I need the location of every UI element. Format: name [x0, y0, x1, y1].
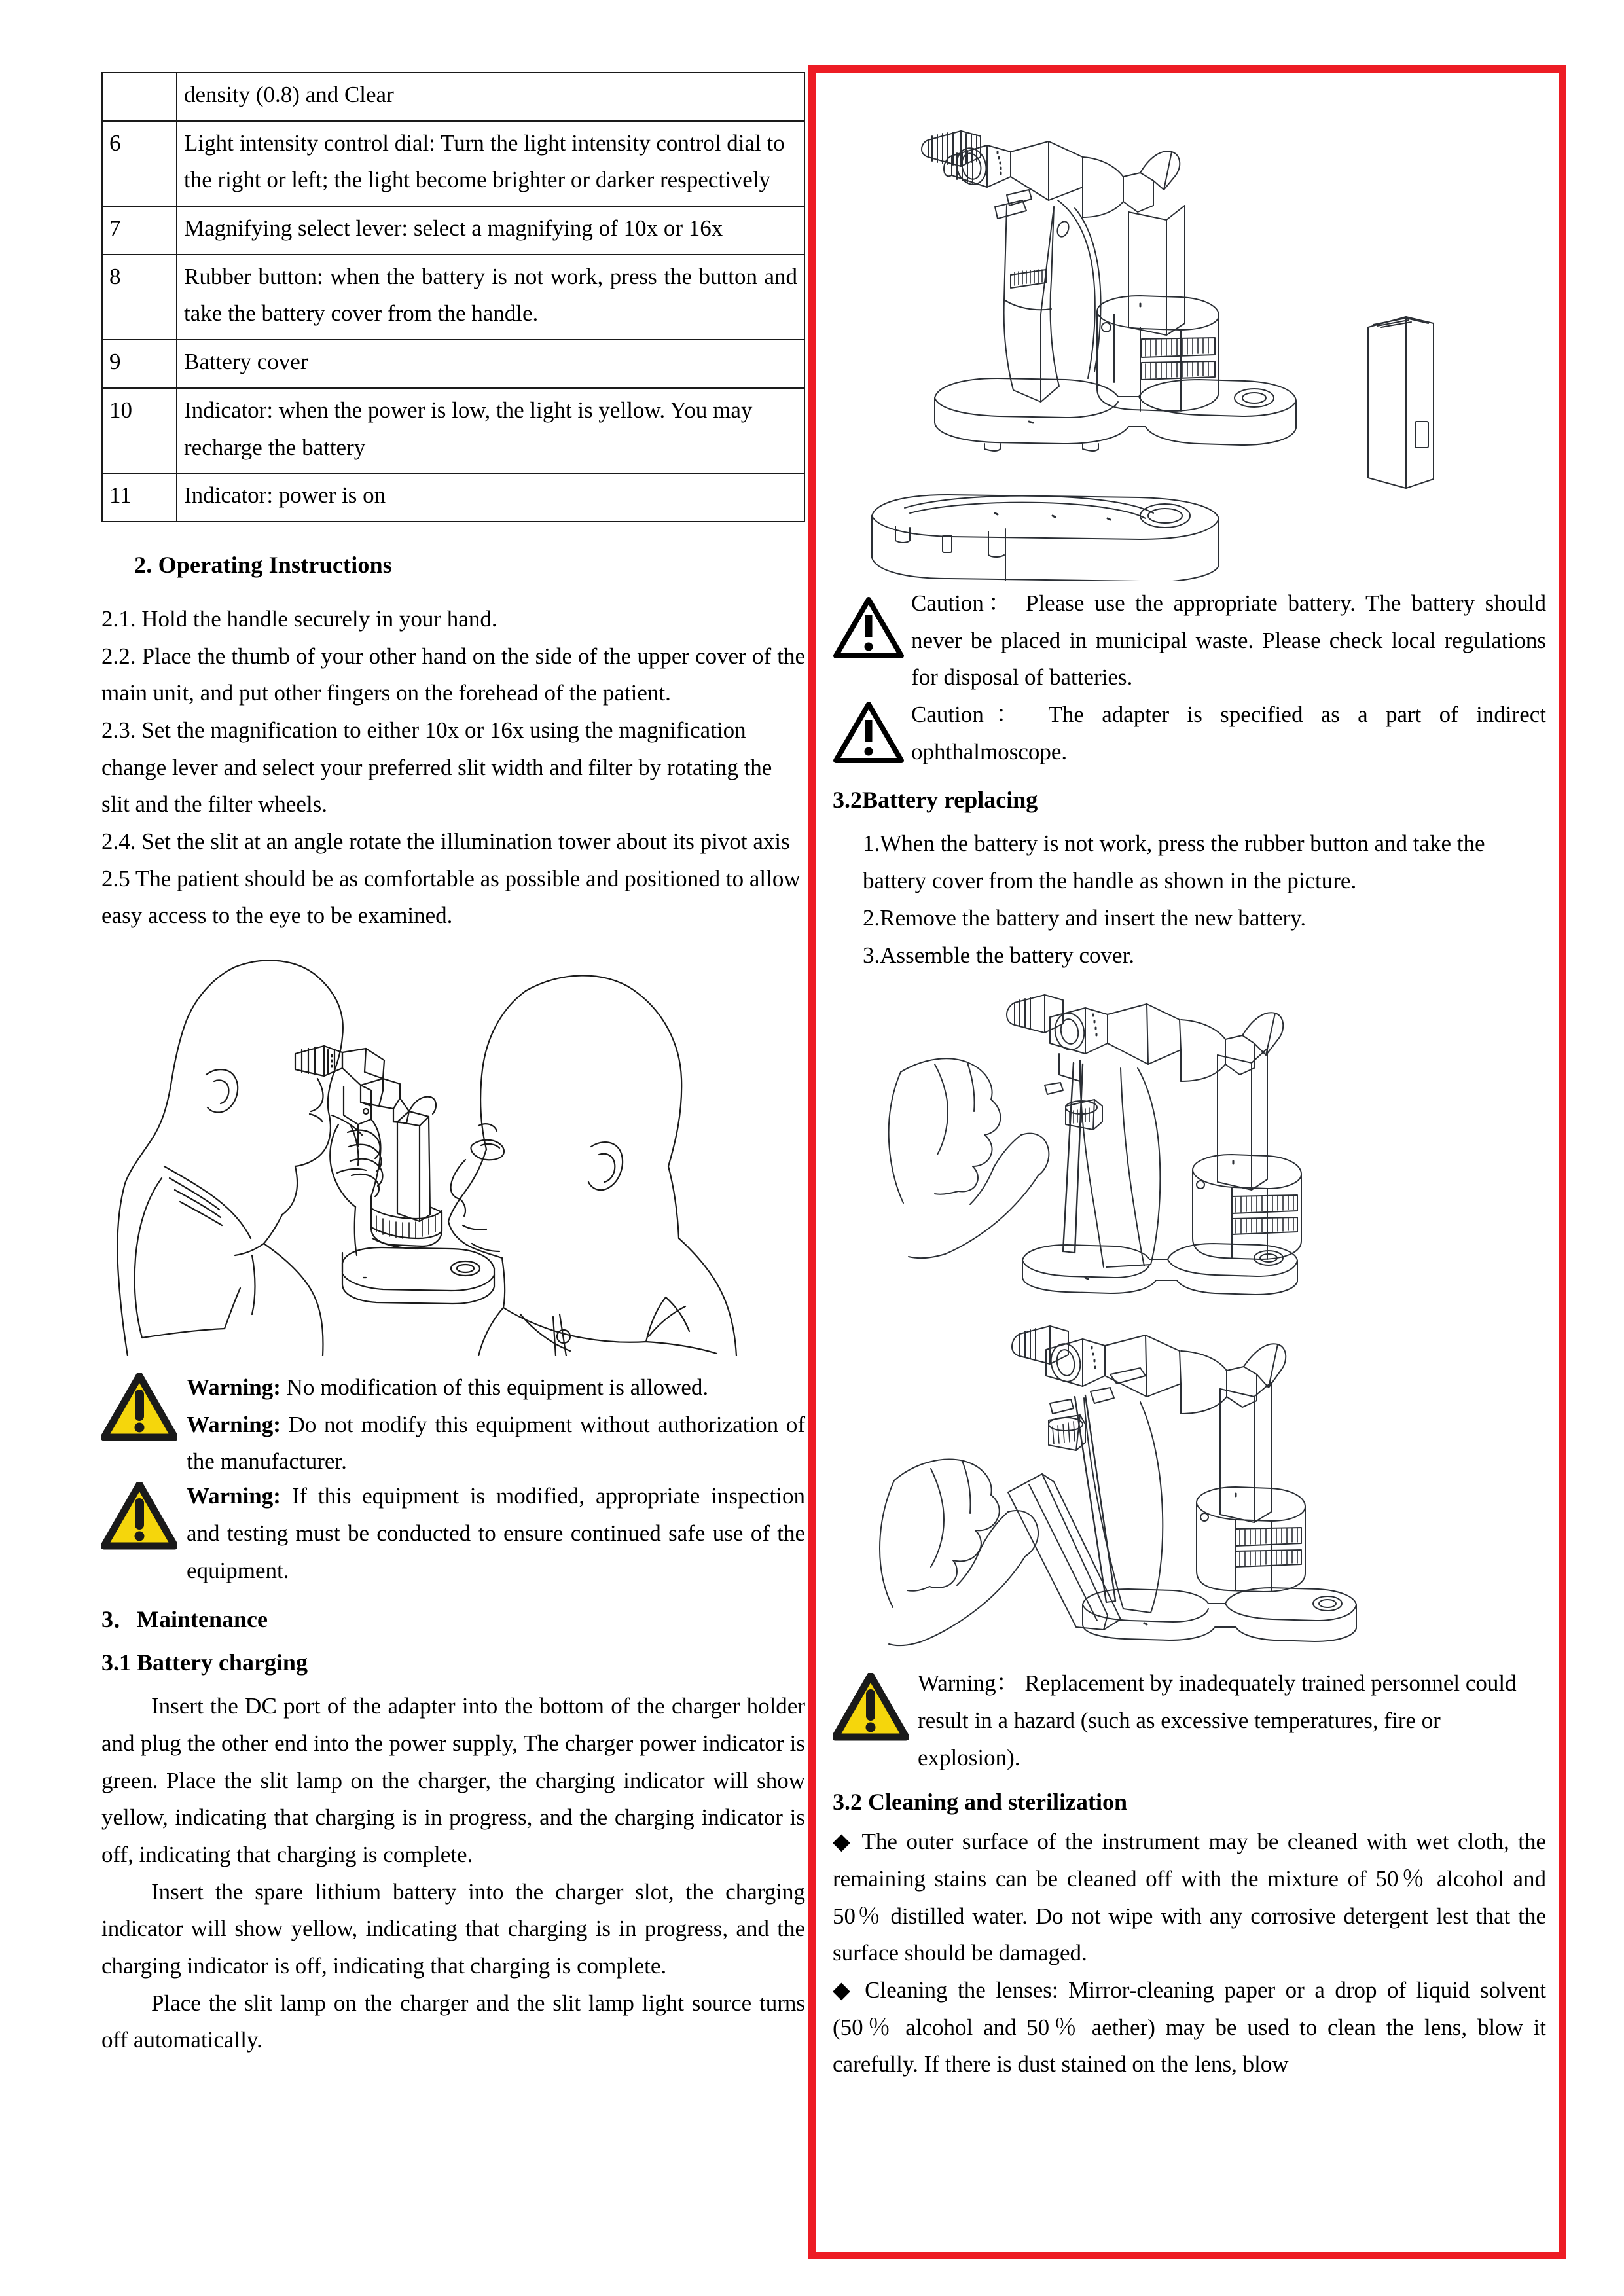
examination-illustration	[101, 950, 805, 1356]
warning-item	[187, 1407, 805, 1480]
caution-triangle-icon	[833, 700, 905, 764]
table-row	[102, 473, 804, 522]
warning-body: No modification of this equipment is allowed.	[280, 1374, 709, 1401]
table-cell-description: Battery cover	[177, 340, 804, 388]
table-row	[102, 388, 804, 473]
battery-charging-heading: 3.1 Battery charging	[101, 1649, 308, 1676]
operating-step: 2.3. Set the magnification to either 10x or 16x using the magnification change lever and select your preferred slit width and filter by rotating the slit and the filter wheels.	[101, 717, 772, 817]
operating-instructions-list	[101, 601, 805, 935]
table-row	[102, 340, 804, 388]
battery-replacing-step: 1.When the battery is not work, press the rubber button and take the battery cover from the handle as shown in the picture.	[863, 831, 1485, 894]
caution-label: Caution：	[911, 590, 1016, 616]
caution-row	[833, 585, 1546, 696]
operating-instructions-heading: 2. Operating Instructions	[134, 551, 393, 578]
operating-step: 2.4. Set the slit at an angle rotate the illumination tower about its pivot axis	[101, 829, 790, 854]
table-cell-description: Indicator: when the power is low, the light is yellow. You may recharge the battery	[177, 388, 804, 473]
maintenance-heading: 3．Maintenance	[101, 1606, 268, 1633]
battery-replacing-heading: 3.2Battery replacing	[833, 787, 1038, 814]
caution-item	[911, 696, 1546, 770]
battery-replacing-step: 3.Assemble the battery cover.	[863, 942, 1135, 968]
battery-replacing-step: 2.Remove the battery and insert the new battery.	[863, 905, 1307, 931]
table-cell-description: density (0.8) and Clear	[177, 73, 804, 121]
table-row	[102, 255, 804, 340]
caution-triangle-icon	[833, 596, 905, 660]
cautions-block	[833, 585, 1546, 770]
table-cell-number: 8	[102, 255, 177, 340]
operating-step: 2.5 The patient should be as comfortable as possible and positioned to allow easy access to the eye to be examined.	[101, 865, 801, 929]
table-cell-description: Indicator: power is on	[177, 473, 804, 522]
parts-table	[101, 72, 805, 522]
warning-item	[187, 1369, 805, 1407]
figure-charger	[833, 84, 1546, 581]
table-cell-description: Magnifying select lever: select a magnifying of 10x or 16x	[177, 206, 804, 255]
caution-item	[911, 585, 1546, 696]
table-cell-description: Light intensity control dial: Turn the light intensity control dial to the right or left; the light become brighter or darker respectively	[177, 121, 804, 206]
warning-text-group	[187, 1369, 805, 1480]
warning-triangle-icon	[833, 1673, 909, 1741]
figure-examination	[101, 950, 805, 1356]
table-cell-number: 10	[102, 388, 177, 473]
charger-illustration	[833, 84, 1546, 581]
table-row	[102, 73, 804, 121]
table-row	[102, 206, 804, 255]
operating-step: 2.1. Hold the handle securely in your hand.	[101, 605, 497, 632]
parts-table-body	[102, 73, 804, 522]
warning-label: Warning:	[187, 1483, 281, 1509]
table-cell-number	[102, 73, 177, 121]
table-cell-number: 7	[102, 206, 177, 255]
paragraph: Insert the spare lithium battery into the charger slot, the charging indicator will show yellow, indicating that charging is in progress, and the charging indicator is off, indicating that charging is complete.	[101, 1878, 805, 1979]
cleaning-bullets	[833, 1823, 1546, 2083]
paragraph: Insert the DC port of the adapter into the bottom of the charger holder and plug the other end into the power supply, The charger power indicator is green. Place the slit lamp on the charger, the charging indicator will show yellow, indicating that charging is in progress, and the charging indicator is off, indicating that charging is complete.	[101, 1693, 805, 1867]
warning-label: Warning:	[187, 1374, 281, 1401]
warning-body: If this equipment is modified, appropriate inspection and testing must be conducted to ensure continued safe use of the equipment.	[187, 1483, 805, 1583]
table-cell-number: 11	[102, 473, 177, 522]
warning-body: Do not modify this equipment without authorization of the manufacturer.	[187, 1411, 805, 1475]
figure-battery-step2	[833, 1321, 1546, 1661]
warning-label: Warning：	[918, 1670, 1019, 1696]
table-cell-number: 9	[102, 340, 177, 388]
battery-replacing-steps	[863, 825, 1546, 974]
battery-charging-paragraphs	[101, 1688, 805, 2059]
right-column	[833, 84, 1546, 2083]
cleaning-heading: 3.2 Cleaning and sterilization	[833, 1789, 1128, 1816]
warning-row	[101, 1478, 805, 1589]
operating-step: 2.2. Place the thumb of your other hand on the side of the upper cover of the main unit, and put other fingers on the forehead of the patient.	[101, 643, 805, 706]
warning-body: Replacement by inadequately trained personnel could result in a hazard (such as excessive temperatures, fire or explosion).	[918, 1670, 1517, 1770]
warning-triangle-icon	[101, 1482, 177, 1550]
table-cell-number: 6	[102, 121, 177, 206]
warning-triangle-icon	[101, 1373, 177, 1441]
warning-row	[833, 1665, 1546, 1776]
table-cell-description: Rubber button: when the battery is not work, press the button and take the battery cover from the handle.	[177, 255, 804, 340]
battery-step2-illustration	[833, 1321, 1546, 1661]
warning-item	[918, 1665, 1546, 1776]
table-row	[102, 121, 804, 206]
warnings-block-left	[101, 1369, 805, 1589]
paragraph: Place the slit lamp on the charger and the slit lamp light source turns off automatically.	[101, 1990, 805, 2053]
cleaning-bullet: ◆ Cleaning the lenses: Mirror-cleaning paper or a drop of liquid solvent (50％ alcohol and 50％ aether) may be used to clean the lens, blow it carefully. If there is dust stained on the lens, blow	[833, 1977, 1546, 2077]
warning-item	[187, 1478, 805, 1589]
caution-label: Caution：	[911, 702, 1031, 728]
figure-battery-step1	[833, 983, 1546, 1317]
battery-step1-illustration	[833, 983, 1546, 1317]
caution-body: Please use the appropriate battery. The battery should never be placed in municipal waste. Please check local regulations for disposal of batteries.	[911, 590, 1547, 691]
warning-row	[101, 1369, 805, 1480]
cleaning-bullet: ◆ The outer surface of the instrument may be cleaned with wet cloth, the remaining stains can be cleaned off with the mixture of 50％ alcohol and 50％ distilled water. Do not wipe with any corrosive detergent lest that the surface should be damaged.	[833, 1829, 1546, 1966]
caution-row	[833, 696, 1546, 770]
caution-body: The adapter is specified as a part of indirect ophthalmoscope.	[911, 702, 1546, 764]
warning-label: Warning:	[187, 1411, 281, 1437]
left-column	[101, 72, 805, 2059]
